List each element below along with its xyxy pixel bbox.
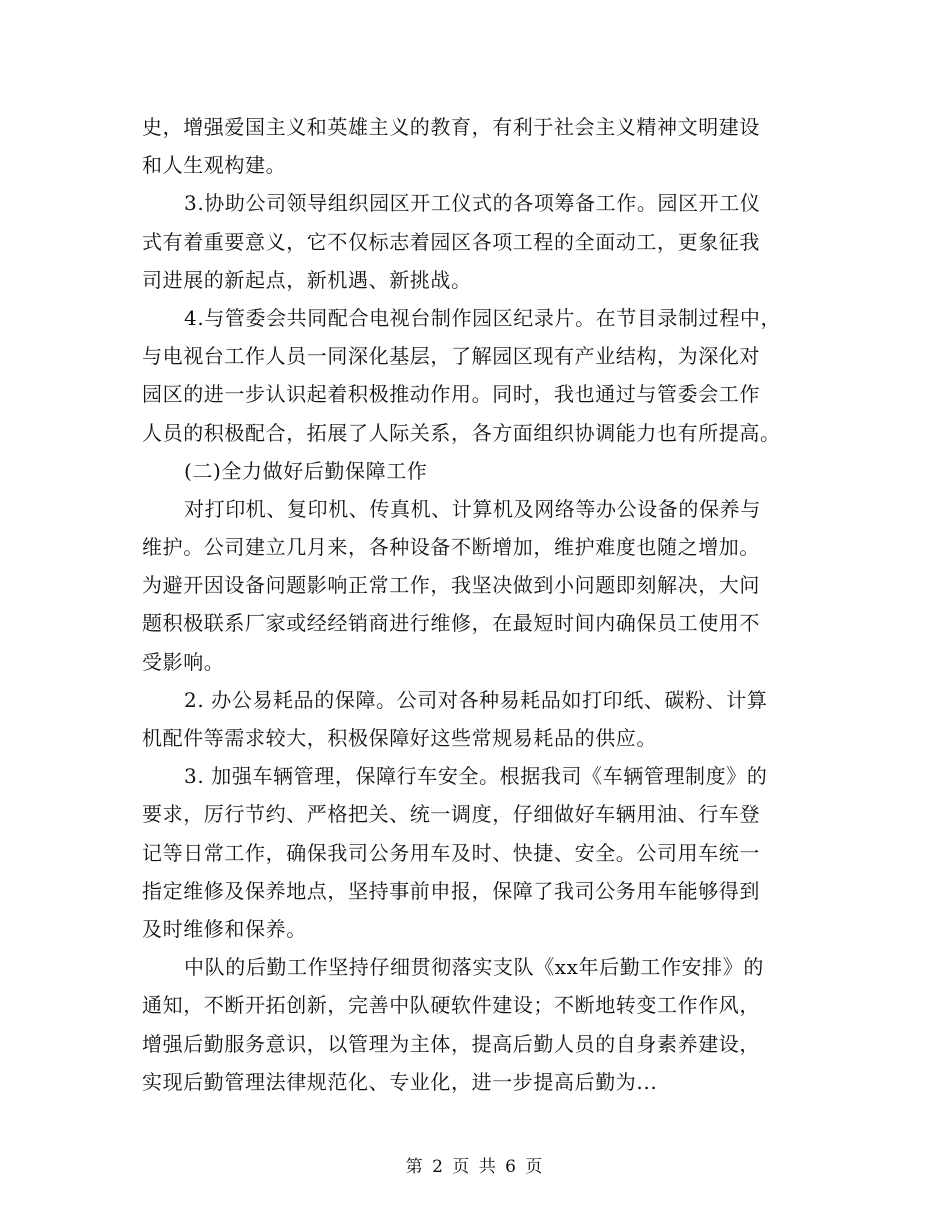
text-line: 司进展的新起点，新机遇、新挑战。 <box>142 267 472 292</box>
text-line: 4.与管委会共同配合电视台制作园区纪录片。在节目录制过程中， <box>184 305 782 330</box>
text-line: 指定维修及保养地点，坚持事前申报，保障了我司公务用车能够得到 <box>142 878 760 903</box>
text-line: 与电视台工作人员一同深化基层，了解园区现有产业结构，为深化对 <box>142 344 760 369</box>
text-line: 机配件等需求较大，积极保障好这些常规易耗品的供应。 <box>142 726 657 750</box>
text-line: 中队的后勤工作坚持仔细贯彻落实支队《xx年后勤工作安排》的 <box>184 955 764 980</box>
text-line: 3.协助公司领导组织园区开工仪式的各项筹备工作。园区开工仪 <box>184 191 761 216</box>
text-line: 实现后勤管理法律规范化、专业化，进一步提高后勤为... <box>142 1069 658 1094</box>
text-line: 园区的进一步认识起着积极推动作用。同时，我也通过与管委会工作 <box>142 382 760 407</box>
text-line: 记等日常工作，确保我司公务用车及时、快捷、安全。公司用车统一 <box>142 840 760 865</box>
body-text <box>142 108 814 1101</box>
text-line: 2. 办公易耗品的保障。公司对各种易耗品如打印纸、碳粉、计算 <box>184 687 768 712</box>
text-line: 为避开因设备问题影响正常工作，我坚决做到小问题即刻解决，大问 <box>142 573 760 598</box>
text-line: (二)全力做好后勤保障工作 <box>184 458 428 483</box>
text-line: 增强后勤服务意识，以管理为主体，提高后勤人员的自身素养建设， <box>142 1031 760 1056</box>
text-line: 和人生观构建。 <box>142 153 287 178</box>
text-line: 受影响。 <box>142 649 225 674</box>
text-line: 题积极联系厂家或经经销商进行维修，在最短时间内确保员工使用不 <box>142 611 760 636</box>
text-line: 维护。公司建立几月来，各种设备不断增加，维护难度也随之增加。 <box>142 535 760 560</box>
page-footer: 第 2 页 共 6 页 <box>405 1157 545 1177</box>
text-line: 对打印机、复印机、传真机、计算机及网络等办公设备的保养与 <box>184 496 761 521</box>
text-line: 人员的积极配合，拓展了人际关系，各方面组织协调能力也有所提高。 <box>142 420 781 445</box>
text-line: 及时维修和保养。 <box>142 916 307 941</box>
text-line: 通知，不断开拓创新，完善中队硬软件建设；不断地转变工作作风， <box>142 993 760 1018</box>
text-line: 式有着重要意义，它不仅标志着园区各项工程的全面动工，更象征我 <box>142 229 760 254</box>
text-line: 3. 加强车辆管理，保障行车安全。根据我司《车辆管理制度》的 <box>184 764 768 789</box>
text-line: 史，增强爱国主义和英雄主义的教育，有利于社会主义精神文明建设 <box>142 115 760 139</box>
text-line: 要求，厉行节约、严格把关、统一调度，仔细做好车辆用油、行车登 <box>142 802 760 827</box>
